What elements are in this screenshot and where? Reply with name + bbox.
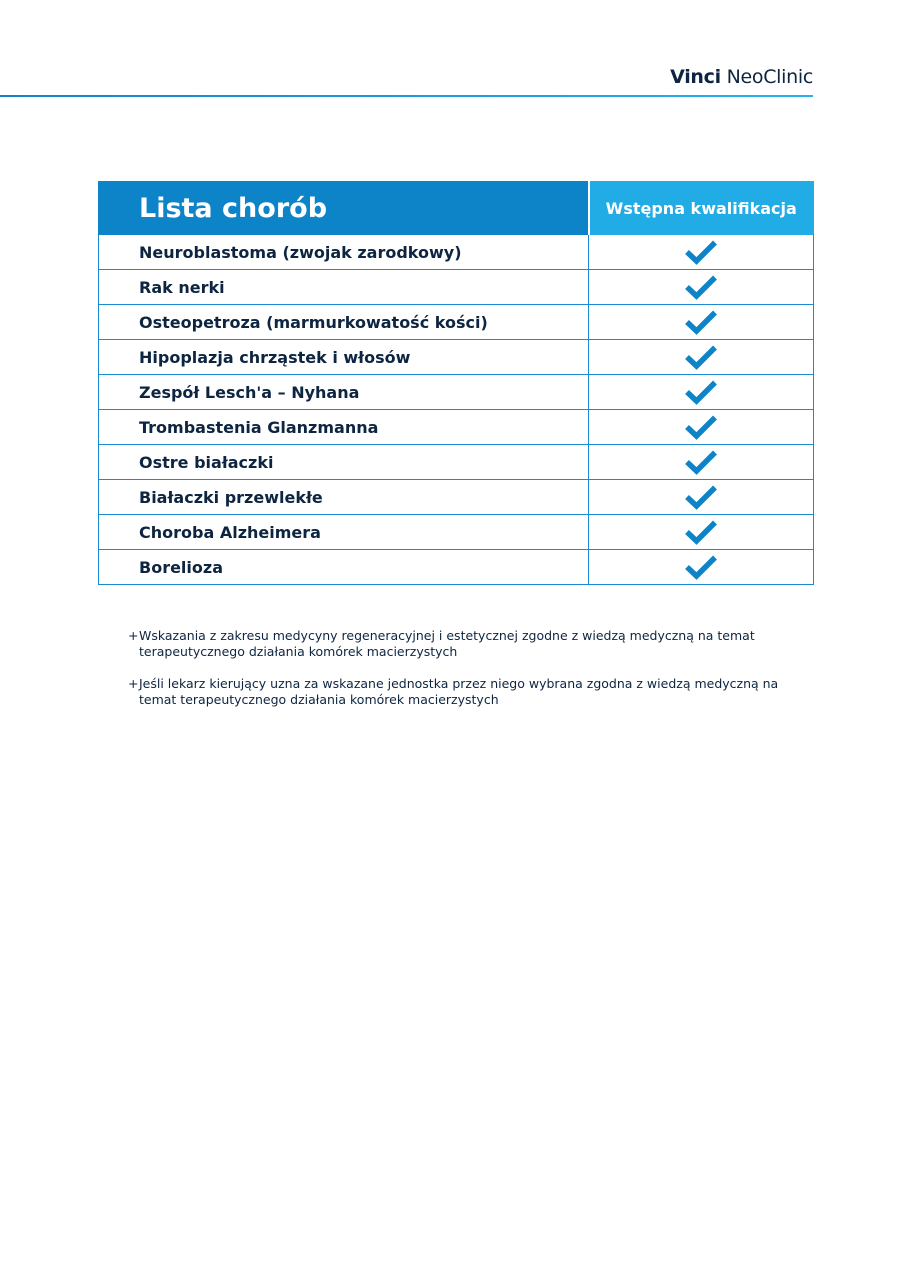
- table-row: [99, 375, 814, 410]
- table-header-row: [99, 182, 814, 235]
- brand-light: NeoClinic: [726, 66, 813, 88]
- checkmark-icon: [684, 519, 718, 545]
- table-row: [99, 270, 814, 305]
- disease-table: [98, 181, 814, 585]
- checkmark-icon: [684, 239, 718, 265]
- footnote-marker: +: [128, 628, 139, 643]
- disease-name: Białaczki przewlekłe: [99, 480, 589, 515]
- qualification-cell: [589, 305, 814, 340]
- checkmark-icon: [684, 344, 718, 370]
- checkmark-icon: [684, 449, 718, 475]
- qualification-cell: [589, 340, 814, 375]
- qualification-cell: [589, 480, 814, 515]
- table-body: [99, 235, 814, 585]
- header-divider: [0, 95, 813, 97]
- checkmark-icon: [684, 274, 718, 300]
- table-row: [99, 340, 814, 375]
- qualification-cell: [589, 375, 814, 410]
- qualification-cell: [589, 515, 814, 550]
- checkmark-icon: [684, 309, 718, 335]
- checkmark-icon: [684, 379, 718, 405]
- column-header-qualification: Wstępna kwalifikacja: [589, 182, 814, 235]
- table-row: [99, 480, 814, 515]
- disease-name: Borelioza: [99, 550, 589, 585]
- checkmark-icon: [684, 484, 718, 510]
- qualification-cell: [589, 270, 814, 305]
- table-row: [99, 410, 814, 445]
- disease-name: Choroba Alzheimera: [99, 515, 589, 550]
- footnote-item: [128, 676, 788, 708]
- checkmark-icon: [684, 414, 718, 440]
- brand-bold: Vinci: [670, 66, 721, 88]
- brand-logo: [670, 66, 813, 88]
- qualification-cell: [589, 445, 814, 480]
- disease-name: Ostre białaczki: [99, 445, 589, 480]
- qualification-cell: [589, 235, 814, 270]
- column-header-disease-list: Lista chorób: [99, 182, 589, 235]
- checkmark-icon: [684, 554, 718, 580]
- footnote-marker: +: [128, 676, 139, 691]
- footnote-text: Wskazania z zakresu medycyny regeneracyjnej i estetycznej zgodne z wiedzą medyczną na temat terapeutycznego działania komórek macierzystych: [139, 628, 755, 659]
- footnotes: [128, 628, 788, 724]
- disease-name: Hipoplazja chrząstek i włosów: [99, 340, 589, 375]
- table-row: [99, 445, 814, 480]
- table-row: [99, 550, 814, 585]
- disease-name: Rak nerki: [99, 270, 589, 305]
- table-row: [99, 235, 814, 270]
- table-row: [99, 305, 814, 340]
- disease-name: Neuroblastoma (zwojak zarodkowy): [99, 235, 589, 270]
- disease-name: Zespół Lesch'a – Nyhana: [99, 375, 589, 410]
- qualification-cell: [589, 410, 814, 445]
- qualification-cell: [589, 550, 814, 585]
- table-row: [99, 515, 814, 550]
- footnote-item: [128, 628, 788, 660]
- disease-name: Trombastenia Glanzmanna: [99, 410, 589, 445]
- disease-name: Osteopetroza (marmurkowatość kości): [99, 305, 589, 340]
- footnote-text: Jeśli lekarz kierujący uzna za wskazane jednostka przez niego wybrana zgodna z wiedzą medyczną na temat terapeutycznego działania komórek macierzystych: [139, 676, 779, 707]
